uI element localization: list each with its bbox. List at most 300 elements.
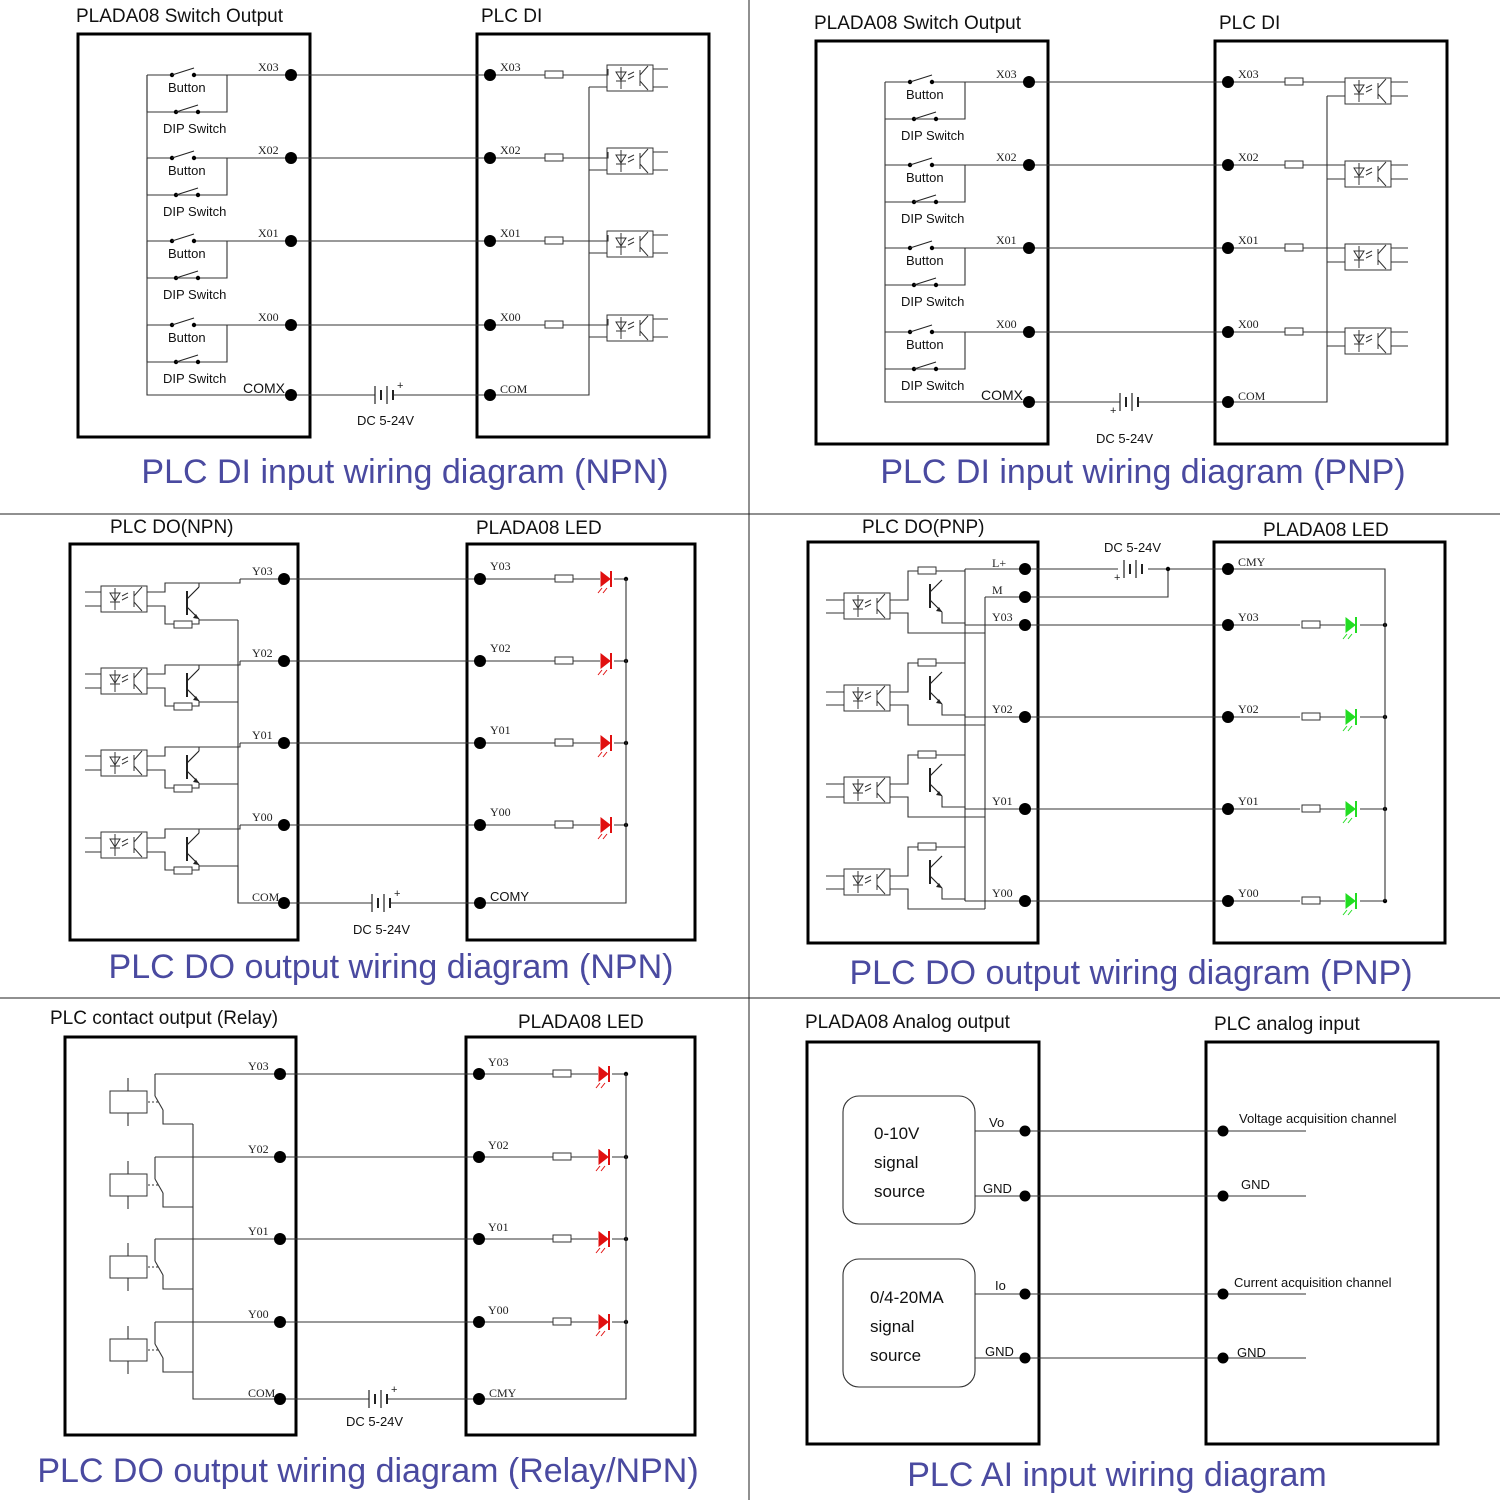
battery-polarity-mark: + [394,888,401,900]
current-source-line1: 0/4-20MA [870,1288,944,1307]
opto-led [616,317,626,339]
button-label: Button [906,337,944,352]
com-label: COM [248,1386,276,1400]
input-channel-row [885,150,1408,226]
dc-supply-label: DC 5-24V [357,413,415,428]
input-terminal [474,655,486,667]
button-label: Button [906,87,944,102]
left-pin-label: Y02 [992,702,1013,716]
transistor-emitter-arrow [193,614,199,619]
opto-phototransistor [134,669,142,693]
led-triangle [1346,710,1355,724]
input-terminal [474,819,486,831]
switch-contact [196,110,200,114]
led-light-arrows [598,588,607,593]
relay-contact-wire [155,1322,193,1372]
output-terminal [1019,803,1031,815]
opto-phototransistor [640,316,648,340]
switch-contact [192,239,196,243]
return-wire [890,797,985,817]
transistor-icon [930,580,942,612]
button-label: Button [906,170,944,185]
return-wire [890,889,985,909]
opto-phototransistor [877,778,885,802]
button-switch [908,325,934,334]
resistor [918,567,936,574]
right-pin-label: X03 [500,60,521,74]
dip-switch-label: DIP Switch [901,294,965,309]
switch-lever [914,112,936,119]
led-icon [596,1231,609,1253]
opto-phototransistor [640,66,648,90]
relay-contact-wire [155,1239,193,1289]
output-terminal [274,1068,286,1080]
com-terminal [484,389,496,401]
led-light-arrows [598,834,607,839]
transistor-icon [930,672,942,704]
opto-input-leads [85,592,101,606]
opto-leads [1327,82,1408,96]
transistor-legs [930,672,942,704]
com-label: COM [500,382,528,396]
gnd-label-4: GND [1237,1345,1266,1360]
opto-light-arrows [1366,168,1372,175]
cmy-label: CMY [489,1386,517,1400]
left-pin-label: X00 [258,310,279,324]
switch-contact [192,73,196,77]
output-terminal [1023,242,1035,254]
emitter-wire [942,888,965,901]
output-terminal [278,819,290,831]
dip-switch [174,271,200,280]
input-channel-row [147,310,668,386]
battery-polarity-mark: + [397,380,404,392]
output-channel-row [826,751,1387,823]
left-pin-label: Y01 [252,728,273,742]
voltage-source-line2: signal [874,1153,919,1172]
com-label: COM [1238,389,1266,403]
optocoupler-icon [844,685,890,711]
led-light-arrows [598,752,607,757]
right-pin-label: X00 [1238,317,1259,331]
input-channel-row [147,60,668,136]
opto-phototransistor [134,751,142,775]
current-channel-label: Current acquisition channel [1234,1275,1392,1290]
output-terminal [1023,159,1035,171]
opto-light-arrows [628,72,634,79]
com-terminal [1222,396,1234,408]
output-terminal [285,235,297,247]
right-pin-label: Y01 [490,723,511,737]
led-triangle [1346,618,1355,632]
plc-analog-box [1206,1042,1438,1444]
input-terminal [1222,76,1234,88]
right-pin-label: Y03 [488,1055,509,1069]
led-triangle [1346,894,1355,908]
resistor [1302,805,1320,812]
emitter-wire [942,612,965,625]
dip-switch [174,188,200,197]
plada08-analog-box [807,1042,1039,1444]
led-icon [1343,617,1356,639]
com-label: COM [252,890,280,904]
output-channel-row [826,843,1387,915]
panel-do-npn [70,517,695,986]
transistor-icon [187,587,199,619]
left-pin-label: Y00 [252,810,273,824]
transistor-emitter-arrow [936,607,942,612]
header-plada08-switch-output: PLADA08 Switch Output [76,6,283,27]
resistor [553,1235,571,1242]
header-plada08-analog-output: PLADA08 Analog output [805,1012,1010,1033]
cmy-label: CMY [1238,555,1266,569]
analog-wires [975,1131,1306,1358]
led-icon [596,1314,609,1336]
resistor [174,621,192,628]
battery-polarity-mark: + [1110,405,1117,417]
resistor [553,1318,571,1325]
led-icon [1343,893,1356,915]
battery-symbol [375,380,403,404]
collector-wire [147,743,240,756]
header-plada08-led: PLADA08 LED [518,1012,644,1033]
resistor [545,71,563,78]
base-resistor-wire [890,755,965,784]
dip-switch-label: DIP Switch [163,121,227,136]
input-terminal [484,319,496,331]
input-terminal [1222,242,1234,254]
cmy-terminal [1222,563,1234,575]
right-pin-label: Y03 [1238,610,1259,624]
opto-phototransistor [877,870,885,894]
input-terminal [1222,803,1234,815]
base-resistor-wire [890,847,965,876]
resistor [1285,328,1303,335]
led-triangle [599,1067,608,1081]
input-terminal [473,1151,485,1163]
header-plc-di: PLC DI [1219,13,1281,34]
transistor-emitter-arrow [193,860,199,865]
output-terminal [278,655,290,667]
switch-contact [930,163,934,167]
led-icon [598,735,611,757]
opto-phototransistor [1378,329,1386,353]
input-channel-row [147,226,668,302]
dip-switch [174,105,200,114]
header-plc-di: PLC DI [481,6,543,27]
switch-lever [172,234,194,241]
panel-title: PLC AI input wiring diagram [907,1456,1327,1494]
resistor [918,843,936,850]
led-light-arrows [596,1248,605,1253]
output-terminal [274,1316,286,1328]
opto-wire [563,69,608,75]
voltage-source-line1: 0-10V [874,1124,920,1143]
relay-contact-wire [155,1157,193,1207]
output-channel-row [826,659,1387,731]
output-terminal [274,1151,286,1163]
input-terminal [473,1068,485,1080]
left-pin-label: Y01 [248,1224,269,1238]
opto-wire [563,235,608,241]
resistor [1302,713,1320,720]
comy-label: COMY [490,889,529,904]
opto-phototransistor [640,149,648,173]
dc-supply-label: DC 5-24V [1096,431,1154,446]
dc-supply-label: DC 5-24V [1104,540,1162,555]
input-terminal [474,573,486,585]
resistor [1302,897,1320,904]
right-pin-label: Y00 [488,1303,509,1317]
right-pin-label: Y02 [488,1138,509,1152]
resistor [545,321,563,328]
battery-polarity-mark: + [391,1384,398,1396]
input-terminal [484,235,496,247]
right-pin-label: Y00 [1238,886,1259,900]
dip-switch-label: DIP Switch [901,211,965,226]
resistor [555,739,573,746]
opto-phototransistor [1378,162,1386,186]
led-icon [598,653,611,675]
left-pin-label: X01 [258,226,279,240]
output-terminal [285,319,297,331]
switch-contact [934,283,938,287]
resistor [174,867,192,874]
resistor [1285,161,1303,168]
dip-switch-label: DIP Switch [163,204,227,219]
com-terminal [278,897,290,909]
opto-led [110,670,120,692]
opto-led [110,834,120,856]
switch-lever [910,158,932,165]
left-pin-label: X03 [258,60,279,74]
right-pin-label: X03 [1238,67,1259,81]
dip-switch [174,355,200,364]
transistor-icon [930,856,942,888]
resistor [555,657,573,664]
opto-light-arrows [122,757,128,764]
io-label: Io [995,1278,1006,1293]
input-terminal [1222,619,1234,631]
input-channel-row [885,233,1408,309]
left-pin-label: Y00 [992,886,1013,900]
led-light-arrows [1343,726,1352,731]
transistor-icon [930,764,942,796]
opto-led [110,752,120,774]
output-terminal [1019,895,1031,907]
transistor-icon [187,669,199,701]
resistor [545,237,563,244]
resistor [1302,621,1320,628]
button-label: Button [906,253,944,268]
led-light-arrows [598,670,607,675]
output-terminal [1023,326,1035,338]
collector-wire [147,825,240,838]
optocoupler-icon [607,231,653,257]
right-pin-label: X01 [500,226,521,240]
opto-light-arrows [1366,251,1372,258]
input-terminal [1222,711,1234,723]
switch-contact [192,323,196,327]
relay-coil-icon [110,1091,147,1113]
optocoupler-icon [101,832,147,858]
opto-wire [563,319,608,325]
panel-relay [37,1008,698,1490]
m-terminal [1019,591,1031,603]
output-channel-row [110,1303,628,1374]
switch-contact [930,246,934,250]
cmy-bus-wire [965,569,1385,901]
opto-input-leads [85,756,101,770]
output-terminal [278,737,290,749]
opto-light-arrows [628,238,634,245]
switch-lever [176,188,198,195]
left-pin-label: Y02 [252,646,273,660]
output-terminal [1019,711,1031,723]
opto-light-arrows [1366,335,1372,342]
left-pin-label: X01 [996,233,1017,247]
opto-input-leads [826,784,844,797]
output-channel-row [85,641,628,710]
switch-lever [176,271,198,278]
right-pin-label: Y01 [1238,794,1259,808]
panel-title: PLC DI input wiring diagram (NPN) [141,453,669,491]
button-label: Button [168,163,206,178]
optocoupler-icon [1345,161,1391,187]
optocoupler-icon [101,750,147,776]
resistor [918,751,936,758]
right-pin-label: X02 [1238,150,1259,164]
opto-led [1354,163,1364,185]
switch-lever [176,355,198,362]
led-icon [1343,801,1356,823]
resistor [174,785,192,792]
resistor [553,1070,571,1077]
plc-do-box [70,544,298,940]
switch-lever [910,241,932,248]
wire-junction [1166,567,1170,571]
optocoupler-icon [101,668,147,694]
switch-lever [172,318,194,325]
header-plada08-switch-output: PLADA08 Switch Output [814,13,1021,34]
button-label: Button [168,246,206,261]
panel-title: PLC DI input wiring diagram (PNP) [880,453,1406,491]
header-plc-contact-output: PLC contact output (Relay) [50,1008,279,1029]
led-icon [596,1149,609,1171]
panel-title: PLC DO output wiring diagram (PNP) [849,954,1413,992]
plada08-led-box [467,544,695,940]
transistor-legs [187,833,199,865]
switch-contact [196,276,200,280]
switch-contact [930,80,934,84]
optocoupler-icon [1345,244,1391,270]
opto-phototransistor [134,833,142,857]
led-triangle [1346,802,1355,816]
input-terminal [474,737,486,749]
output-channel-row [85,723,628,792]
dip-switch-label: DIP Switch [163,371,227,386]
output-terminal [285,69,297,81]
opto-led [853,871,863,893]
opto-light-arrows [865,600,871,607]
right-pin-label: X01 [1238,233,1259,247]
output-channel-row [110,1220,628,1291]
resistor [1285,78,1303,85]
panel-ai [805,1012,1438,1494]
relay-contact-lever [155,1179,163,1193]
plc-do-box [808,542,1038,943]
opto-input-leads [826,876,844,889]
led-triangle [599,1232,608,1246]
optocoupler-icon [607,315,653,341]
resistor [555,821,573,828]
transistor-emitter-arrow [193,696,199,701]
battery-gap [1118,560,1148,578]
input-channel-row [147,143,668,219]
battery-symbol [1110,393,1138,417]
header-plc-analog-input: PLC analog input [1214,1014,1360,1035]
output-terminal [1019,619,1031,631]
led-light-arrows [1343,910,1352,915]
optocoupler-icon [101,586,147,612]
button-switch [908,158,934,167]
transistor-icon [187,751,199,783]
relay-coil-icon [110,1174,147,1196]
battery-symbol [372,888,400,912]
opto-led [616,67,626,89]
optocoupler-icon [1345,78,1391,104]
opto-led [110,588,120,610]
battery-polarity-mark: + [1114,572,1121,584]
panel-title: PLC DO output wiring diagram (NPN) [108,948,674,986]
opto-led [853,687,863,709]
opto-leads [589,69,668,87]
output-terminal [278,573,290,585]
vo-label: Vo [989,1115,1005,1130]
button-label: Button [168,330,206,345]
opto-light-arrows [1366,85,1372,92]
right-pin-label: Y00 [490,805,511,819]
led-triangle [599,1150,608,1164]
relay-contact-lever [155,1344,163,1358]
switch-contact [934,117,938,121]
battery-symbol [369,1384,397,1408]
collector-wire [147,661,240,674]
switch-lever [914,195,936,202]
relay-coil-icon [110,1256,147,1278]
current-source-line3: source [870,1346,922,1365]
dip-switch [912,278,938,287]
opto-led [853,595,863,617]
dc-supply-label: DC 5-24V [353,922,411,937]
button-label: Button [168,80,206,95]
opto-phototransistor [640,232,648,256]
output-channel-row [85,805,628,874]
current-source-line2: signal [870,1317,915,1336]
gnd-label-2: GND [985,1344,1014,1359]
led-icon [598,817,611,839]
panel-di-npn [76,6,709,491]
emitter-wire [942,704,965,717]
transistor-legs [930,856,942,888]
led-triangle [601,572,610,586]
left-pin-label: X02 [258,143,279,157]
dip-switch-label: DIP Switch [901,128,965,143]
optocoupler-icon [607,148,653,174]
l-plus-terminal [1019,563,1031,575]
analog-terminals [1020,1126,1229,1364]
left-pin-label: X03 [996,67,1017,81]
